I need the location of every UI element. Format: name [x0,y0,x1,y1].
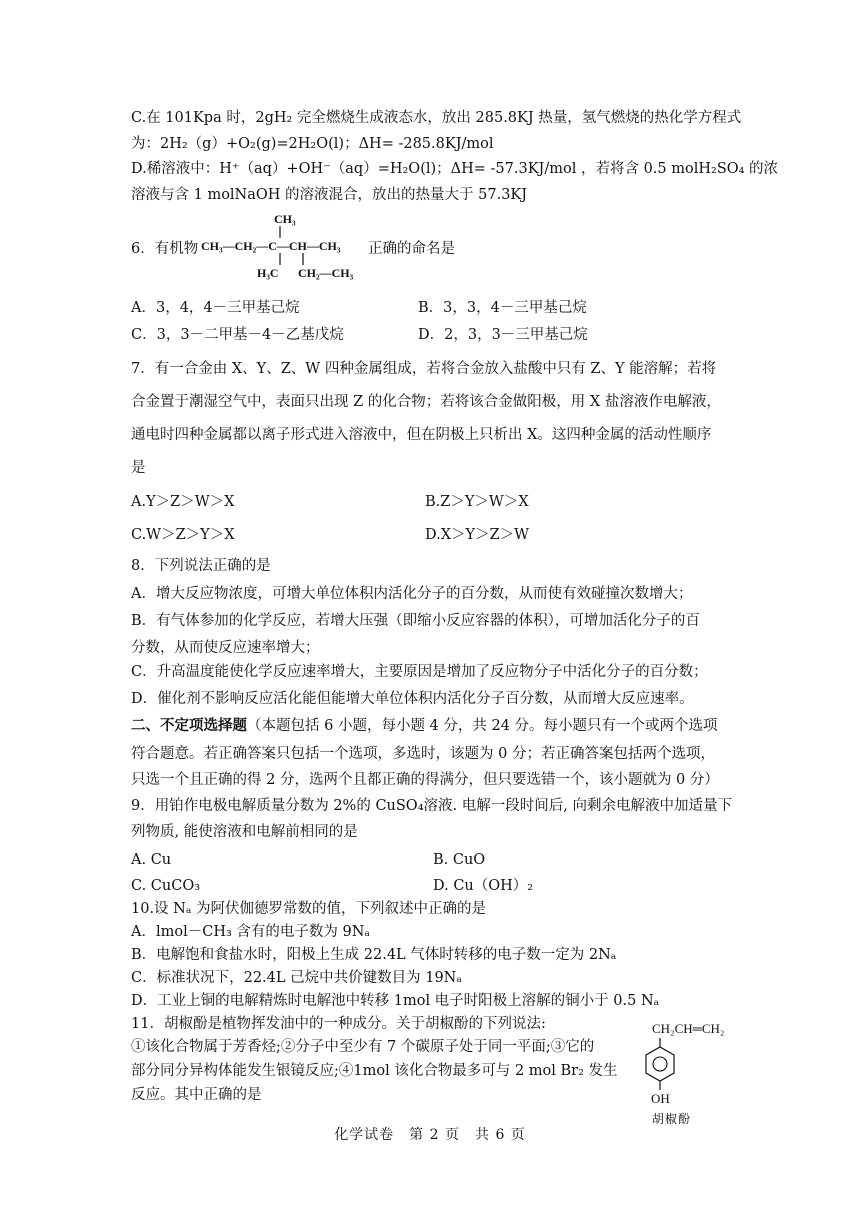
q6-option-b: B．3，3，4－三甲基己烷 [418,300,587,316]
q9-option-a: A. Cu [131,852,172,868]
q7-option-a: A.Y＞Z＞W＞X [131,494,235,510]
q11-struct-side-chain: CH₂CH═CH₂ [652,1021,725,1036]
q10-stem: 10.设 Nₐ 为阿伏伽德罗常数的值，下列叙述中正确的是 [131,901,487,917]
q7-option-b: B.Z＞Y＞W＞X [425,494,529,510]
q7-line2: 合金置于潮湿空气中，表面只出现 Z 的化合物；若将该合金做阳极，用 X 盐溶液作电解液， [131,394,721,410]
q9-line2: 列物质, 能使溶液和电解前相同的是 [131,824,358,840]
q6-lead: 6．有机物 [131,241,199,257]
q10-option-b: B．电解饱和食盐水时，阳极上生成 22.4L 气体时转移的电子数一定为 2Nₐ [131,947,617,963]
q11-line2: ①该化合物属于芳香烃;②分子中至少有 7 个碳原子处于同一平面;③它的 [131,1039,595,1055]
q6-struct-top: CH₃ [274,212,296,226]
q8-option-c: C．升高温度能使化学反应速率增大，主要原因是增加了反应物分子中活化分子的百分数； [131,664,708,680]
q10-option-d: D．工业上铜的电解精炼时电解池中转移 1mol 电子时阳极上溶解的铜小于 0.5 Nₐ [131,993,660,1009]
q9-option-c: C. CuCO₃ [131,878,201,894]
q6-tail: 正确的命名是 [368,241,455,257]
q6-option-c: C．3，3－二甲基－4－乙基戊烷 [131,327,344,343]
q7-option-d: D.X＞Y＞Z＞W [425,527,530,543]
q6-struct-main: CH₃—CH₂—C—CH—CH₃ [201,239,341,253]
q8-stem: 8．下列说法正确的是 [131,558,271,574]
q11-struct-name: 胡椒酚 [652,1112,692,1126]
section2-intro: （本题包括 6 小题，每小题 4 分，共 24 分。每小题只有一个或两个选项 [247,718,718,734]
q5-option-c-line2: 为：2H₂（g）+O₂(g)=2H₂O(l)；ΔH= -285.8KJ/mol [131,136,494,152]
q11-line4: 反应。其中正确的是 [131,1087,262,1103]
q11-line3: 部分同分异构体能发生银镜反应;④1mol 该化合物最多可与 2 mol Br₂ 发生 [131,1063,618,1079]
q8-option-d: D．催化剂不影响反应活化能但能增大单位体积内活化分子百分数，从而增大反应速率。 [131,691,694,707]
q8-option-b-line1: B．有气体参加的化学反应，若增大压强（即缩小反应容器的体积），可增加活化分子的百 [131,613,700,629]
section2-line3: 只选一个且正确的得 2 分，选两个且都正确的得满分，但只要选错一个，该小题就为 0 分） [131,772,719,788]
page-footer: 化学试卷 第 2 页 共 6 页 [334,1127,526,1143]
q9-option-d: D. Cu（OH）₂ [433,878,534,894]
q6-struct-bottom-left: H₃C [257,266,279,280]
q7-line3: 通电时四种金属都以离子形式进入溶液中，但在阴极上只析出 X。这四种金属的活动性顺序 [131,427,712,443]
q6-option-a: A．3，4，4－三甲基己烷 [131,300,300,316]
q7-option-c: C.W＞Z＞Y＞X [131,527,235,543]
q11-struct-oh: OH [651,1091,670,1106]
q7-line1: 7．有一合金由 X、Y、Z、W 四种金属组成，若将合金放入盐酸中只有 Z、Y 能溶解；若将 [131,361,717,377]
q11-struct-ring [630,1030,690,1095]
section2-line2: 符合题意。若正确答案只包括一个选项，多选时，该题为 0 分；若正确答案包括两个选项， [131,746,715,762]
section2-title: 二、不定项选择题 [131,717,247,734]
q5-option-d-line1: D.稀溶液中：H⁺（aq）+OH⁻（aq）=H₂O(l)；ΔH= -57.3KJ/mol ，若将含 0.5 molH₂SO₄ 的浓 [131,161,779,177]
q8-option-a: A．增大反应物浓度，可增大单位体积内活化分子的百分数，从而使有效碰撞次数增大； [131,586,693,602]
q11-line1: 11．胡椒酚是植物挥发油中的一种成分。关于胡椒酚的下列说法: [131,1016,546,1032]
q9-line1: 9．用铂作电极电解质量分数为 2%的 CuSO₄溶液. 电解一段时间后, 向剩余电解液中加适量下 [131,798,732,814]
q6-struct-bottom-right: CH₂—CH₃ [298,266,354,280]
q9-option-b: B. CuO [433,852,486,868]
q6-option-d: D．2，3，3－三甲基己烷 [418,327,588,343]
section2-line1 [131,716,718,736]
q8-option-b-line2: 分数，从而使反应速率增大； [131,640,320,656]
q7-line4: 是 [131,460,146,476]
q10-option-a: A．lmol－CH₃ 含有的电子数为 9Nₐ [131,924,371,940]
q5-option-d-line2: 溶液与含 1 molNaOH 的溶液混合，放出的热量大于 57.3KJ [131,187,528,203]
q5-option-c-line1: C.在 101Kpa 时，2gH₂ 完全燃烧生成液态水，放出 285.8KJ 热量，氢气燃烧的热化学方程式 [131,110,742,126]
q10-option-c: C．标准状况下，22.4L 己烷中共价键数目为 19Nₐ [131,970,462,986]
